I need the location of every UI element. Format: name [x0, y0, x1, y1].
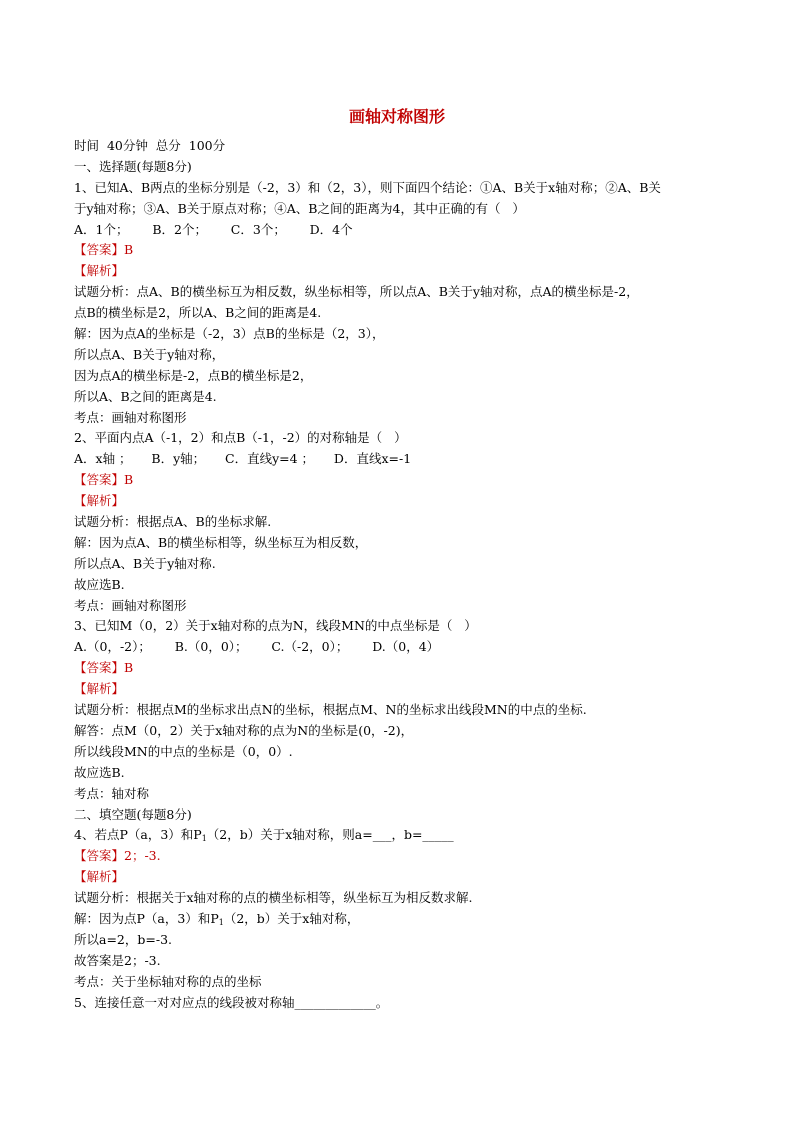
document-body — [74, 136, 734, 1013]
solution-3-line: 所以线段MN的中点的坐标是（0，0）. — [74, 743, 293, 759]
question-2-options: A．x轴 ； B．y轴； C．直线y=4 ； D．直线x=-1 — [74, 451, 412, 467]
question-1-options: A．1个； B．2个； C．3个； D．4个 — [74, 221, 353, 237]
section-heading-fill: 二、填空题(每题8分) — [74, 806, 192, 822]
analysis-4-line: 试题分析：根据关于x轴对称的点的横坐标相等，纵坐标互为相反数求解. — [74, 890, 473, 906]
knowledge-point-1: 考点：画轴对称图形 — [74, 409, 187, 425]
solution-1-line: 因为点A的横坐标是-2，点B的横坐标是2， — [74, 367, 313, 383]
solution-2-line: 解：因为点A、B的横坐标相等，纵坐标互为相反数， — [74, 534, 368, 550]
solution-4-line — [74, 909, 734, 930]
solution-3-line: 解答：点M（0，2）关于x轴对称的点为N的坐标是(0，-2)， — [74, 722, 414, 738]
solution-4-line: 故答案是2；-3. — [74, 952, 161, 968]
question-1-text: 1、已知A、B两点的坐标分别是（-2，3）和（2，3），则下面四个结论：①A、B关于x轴对称；②A、B关 — [74, 179, 661, 195]
solution-1-line: 解：因为点A的坐标是（-2，3）点B的坐标是（2，3）， — [74, 326, 385, 342]
analysis-label-2: 【解析】 — [74, 493, 125, 509]
exam-info: 时间 40分钟 总分 100分 — [74, 138, 226, 153]
question-4-head: 4、若点P（a，3）和P — [74, 827, 202, 843]
answer-label-1: 【答案】B — [74, 242, 134, 258]
section-heading-choice: 一、选择题(每题8分) — [74, 158, 192, 174]
analysis-label-4: 【解析】 — [74, 869, 125, 885]
solution-1-line: 所以A、B之间的距离是4. — [74, 388, 217, 404]
analysis-1-line: 点B的横坐标是2，所以A、B之间的距离是4. — [74, 305, 322, 321]
solution-2-line: 故应选B. — [74, 576, 125, 592]
analysis-label-3: 【解析】 — [74, 681, 125, 697]
analysis-1-line: 试题分析：点A、B的横坐标互为相反数，纵坐标相等，所以点A、B关于y轴对称，点A的横坐标是-2， — [74, 284, 639, 300]
subscript-1: 1 — [201, 834, 207, 844]
solution-3-line: 故应选B. — [74, 764, 125, 780]
question-5-text: 5、连接任意一对对应点的线段被对称轴_____________。 — [74, 994, 389, 1010]
question-3-text: 3、已知M（0，2）关于x轴对称的点为N，线段MN的中点坐标是（ ） — [74, 618, 477, 634]
answer-label-2: 【答案】B — [74, 472, 134, 488]
solution-4-head: 解：因为点P（a，3）和P — [74, 910, 219, 926]
solution-1-line: 所以点A、B关于y轴对称， — [74, 346, 225, 362]
solution-4-line: 所以a=2，b=-3. — [74, 931, 173, 947]
analysis-2-line: 试题分析：根据点A、B的坐标求解. — [74, 514, 272, 530]
question-3-options: A.（0，-2）； B.（0，0）； C.（-2，0）； D.（0，4） — [74, 639, 440, 655]
solution-4-tail: （2，b）关于x轴对称， — [223, 910, 360, 926]
question-1-text-cont: 于y轴对称；③A、B关于原点对称；④A、B之间的距离为4，其中正确的有（ ） — [74, 200, 525, 216]
knowledge-point-4: 考点：关于坐标轴对称的点的坐标 — [74, 973, 262, 989]
question-4-tail: （2，b）关于x轴对称，则a=___，b=_____ — [206, 827, 454, 843]
analysis-3-line: 试题分析：根据点M的坐标求出点N的坐标，根据点M、N的坐标求出线段MN的中点的坐标. — [74, 702, 587, 718]
subscript-1: 1 — [218, 917, 224, 927]
question-2-text: 2、平面内点A（-1，2）和点B（-1，-2）的对称轴是（ ） — [74, 430, 407, 446]
solution-2-line: 所以点A、B关于y轴对称. — [74, 555, 216, 571]
answer-label-3: 【答案】B — [74, 660, 134, 676]
knowledge-point-2: 考点：画轴对称图形 — [74, 597, 187, 613]
answer-label-4: 【答案】2；-3. — [74, 848, 161, 864]
page-title: 画轴对称图形 — [348, 107, 445, 126]
question-4-text — [74, 825, 734, 846]
knowledge-point-3: 考点：轴对称 — [74, 785, 150, 801]
analysis-label-1: 【解析】 — [74, 263, 125, 279]
